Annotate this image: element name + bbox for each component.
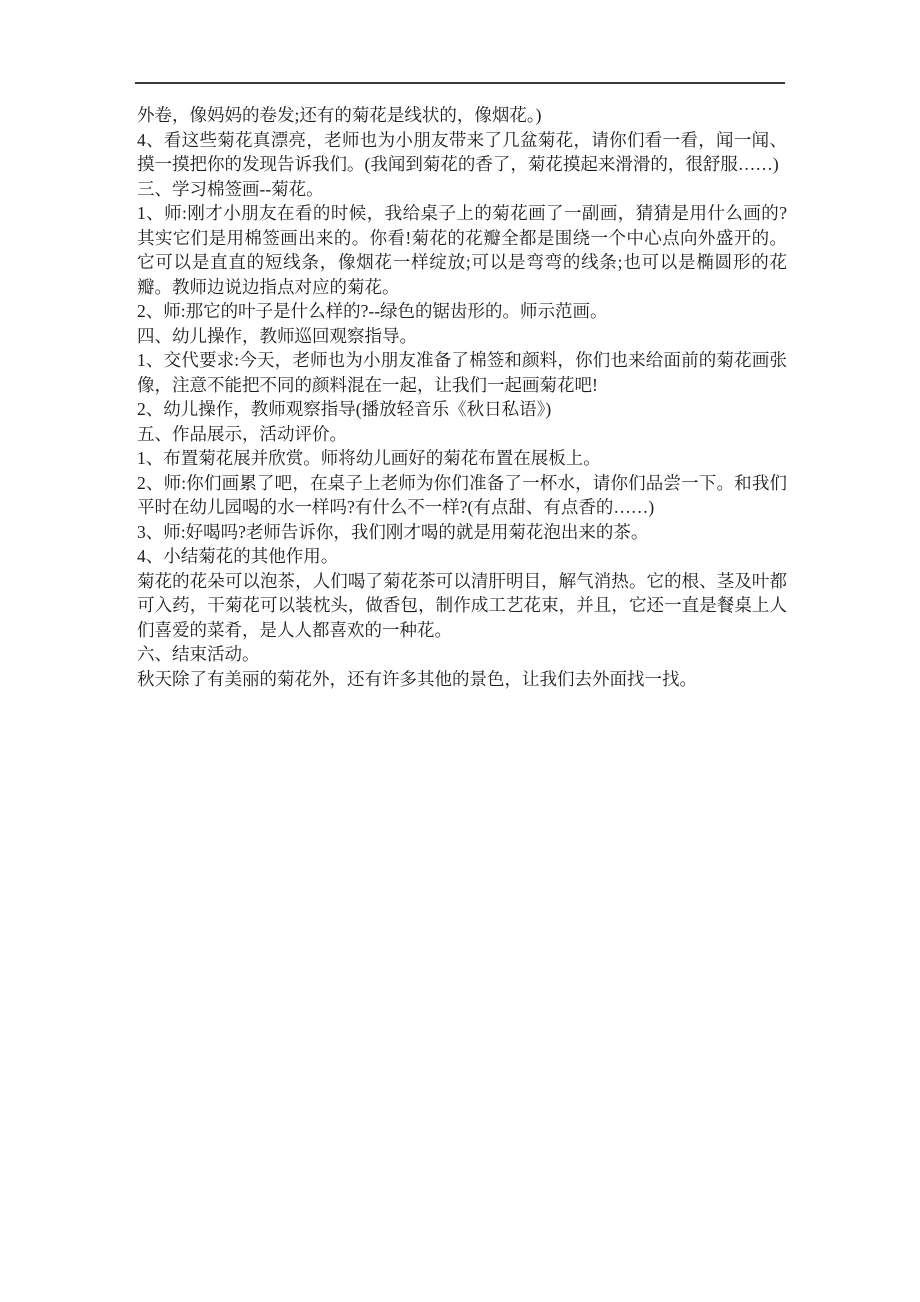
paragraph: 三、学习棉签画--菊花。: [137, 178, 324, 199]
paragraph: 四、幼儿操作，教师巡回观察指导。: [137, 325, 417, 346]
paragraph: 3、师:好喝吗?老师告诉你，我们刚才喝的就是用菊花泡出来的茶。: [137, 521, 649, 542]
paragraph: 4、看这些菊花真漂亮，老师也为小朋友带来了几盆菊花，请你们看一看，闻一闻、摸一摸把你的发现告诉我们。(我闻到菊花的香了，菊花摸起来滑滑的，很舒服……): [137, 129, 787, 174]
paragraph: 菊花的花朵可以泡茶，人们喝了菊花茶可以清肝明目，解气消热。它的根、茎及叶都可入药，干菊花可以装枕头，做香包，制作成工艺花束，并且，它还一直是餐桌上人们喜爱的菜肴，是人人都喜欢的一种花。: [137, 570, 787, 640]
paragraph: 秋天除了有美丽的菊花外，还有许多其他的景色，让我们去外面找一找。: [137, 668, 697, 689]
paragraph: 六、结束活动。: [137, 644, 260, 664]
paragraph: 1、师:刚才小朋友在看的时候，我给桌子上的菊花画了一副画，猜猜是用什么画的?其实它们是用棉签画出来的。你看!菊花的花瓣全都是围绕一个中心点向外盛开的。它可以是直直的短线条，像烟花一样绽放;可以是弯弯的线条;也可以是椭圆形的花瓣。教师边说边指点对应的菊花。: [137, 203, 787, 297]
paragraph: 外卷，像妈妈的卷发;还有的菊花是线状的，像烟花。): [137, 105, 542, 125]
paragraph: 2、师:你们画累了吧，在桌子上老师为你们准备了一杯水，请你们品尝一下。和我们平时在幼儿园喝的水一样吗?有什么不一样?(有点甜、有点香的……): [137, 472, 787, 517]
paragraph: 五、作品展示，活动评价。: [137, 423, 347, 444]
document-body: [137, 103, 787, 691]
paragraph: 4、小结菊花的其他作用。: [137, 546, 339, 566]
paragraph: 2、幼儿操作，教师观察指导(播放轻音乐《秋日私语》): [137, 399, 552, 419]
paragraph: 1、布置菊花展并欣赏。师将幼儿画好的菊花布置在展板上。: [137, 448, 601, 468]
paragraph: 1、交代要求:今天，老师也为小朋友准备了棉签和颜料，你们也来给面前的菊花画张像，注意不能把不同的颜料混在一起，让我们一起画菊花吧!: [137, 350, 787, 395]
paragraph: 2、师:那它的叶子是什么样的?--绿色的锯齿形的。师示范画。: [137, 301, 608, 321]
top-rule: [135, 82, 785, 84]
